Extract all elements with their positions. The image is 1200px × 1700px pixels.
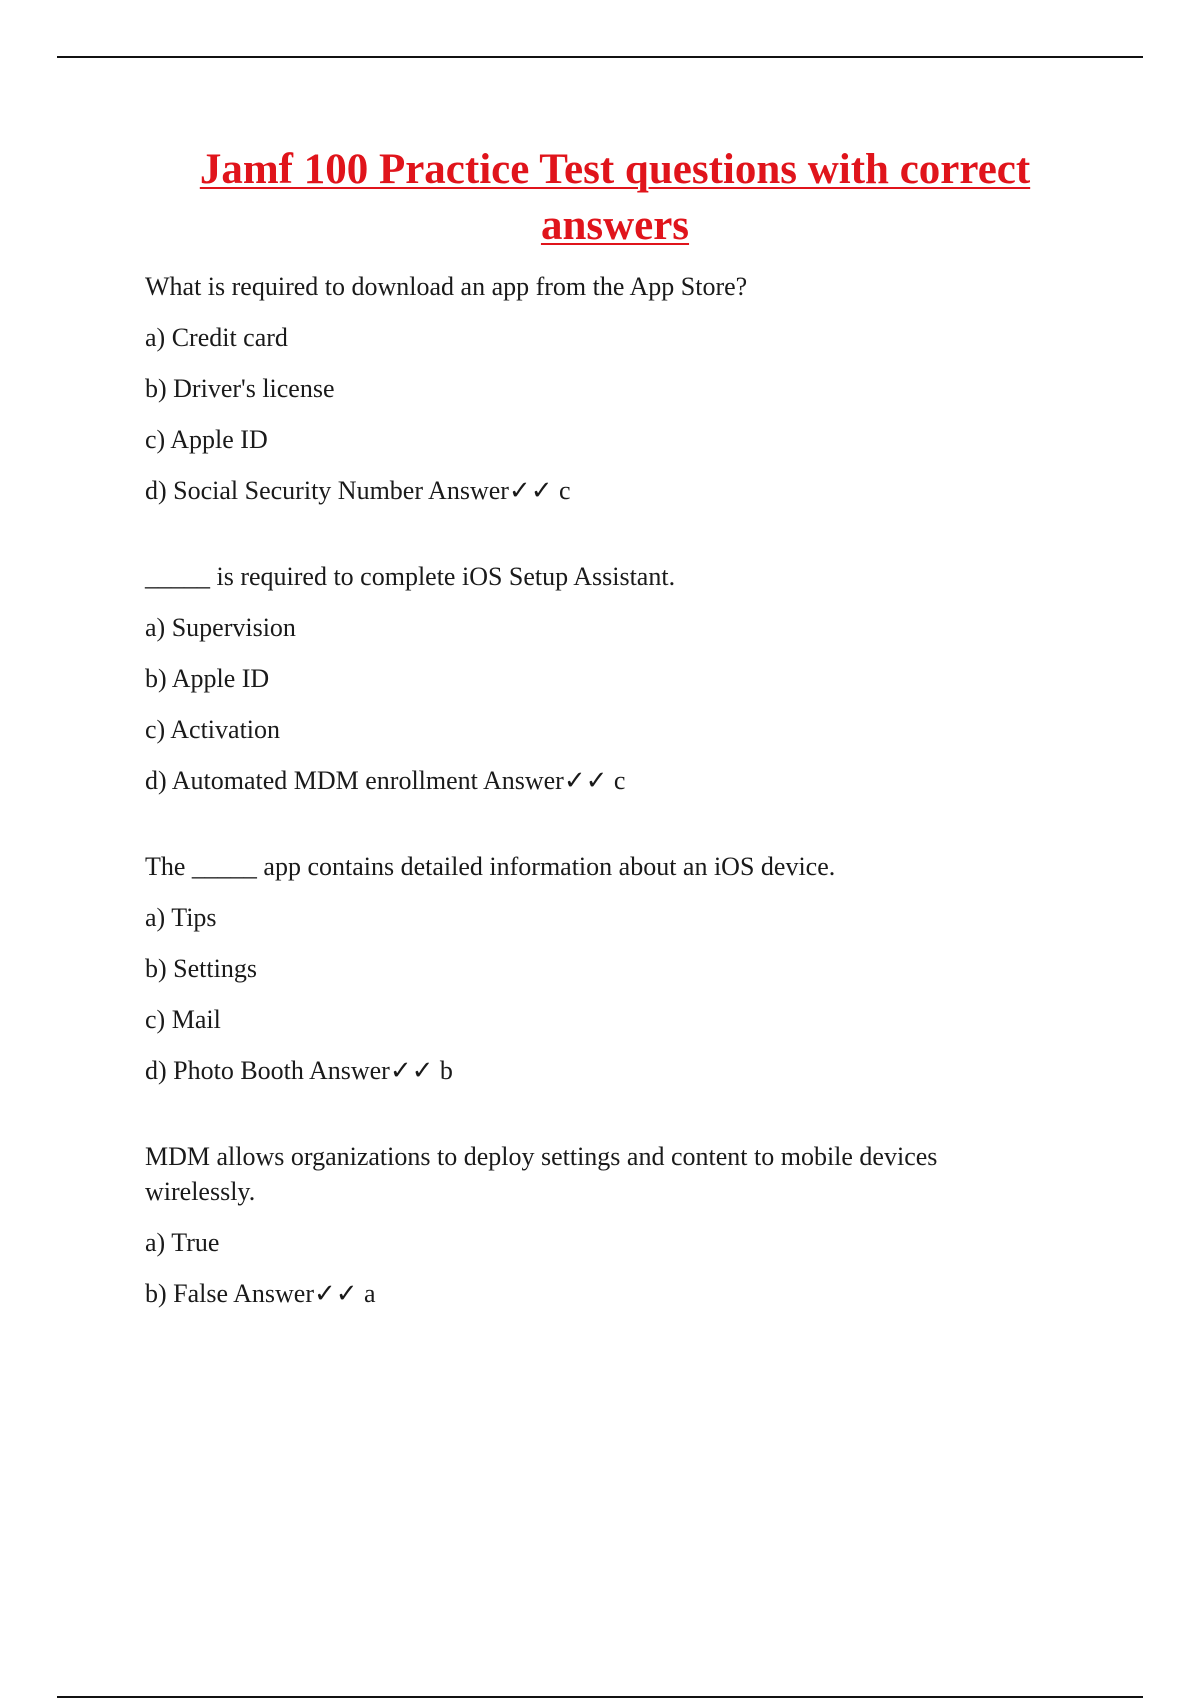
option-a: a) Tips	[145, 903, 217, 932]
document-title: Jamf 100 Practice Test questions with correct answers	[199, 146, 1031, 249]
question-text: MDM allows organizations to deploy settings and content to mobile devices wirelessly.	[145, 1142, 938, 1206]
option-d-answer: d) Social Security Number Answer✓✓ c	[145, 476, 571, 505]
question-4	[145, 1139, 1045, 1311]
option-c: c) Activation	[145, 715, 281, 744]
question-1	[145, 269, 1045, 508]
option-a: a) Supervision	[145, 613, 296, 642]
footer-rule	[57, 1696, 1143, 1698]
question-text: The _____ app contains detailed information about an iOS device.	[145, 852, 836, 881]
option-b-answer: b) False Answer✓✓ a	[145, 1279, 376, 1308]
question-3	[145, 849, 1045, 1088]
option-b: b) Driver's license	[145, 374, 335, 403]
questions-container	[145, 269, 1045, 1362]
question-2	[145, 559, 1045, 798]
option-c: c) Mail	[145, 1005, 221, 1034]
option-a: a) Credit card	[145, 323, 288, 352]
question-text: _____ is required to complete iOS Setup Assistant.	[145, 562, 676, 591]
question-text: What is required to download an app from the App Store?	[145, 272, 748, 301]
option-b: b) Apple ID	[145, 664, 270, 693]
option-d-answer: d) Photo Booth Answer✓✓ b	[145, 1056, 453, 1085]
option-c: c) Apple ID	[145, 425, 268, 454]
option-d-answer: d) Automated MDM enrollment Answer✓✓ c	[145, 766, 626, 795]
header-rule	[57, 56, 1143, 58]
option-b: b) Settings	[145, 954, 257, 983]
option-a: a) True	[145, 1228, 220, 1257]
